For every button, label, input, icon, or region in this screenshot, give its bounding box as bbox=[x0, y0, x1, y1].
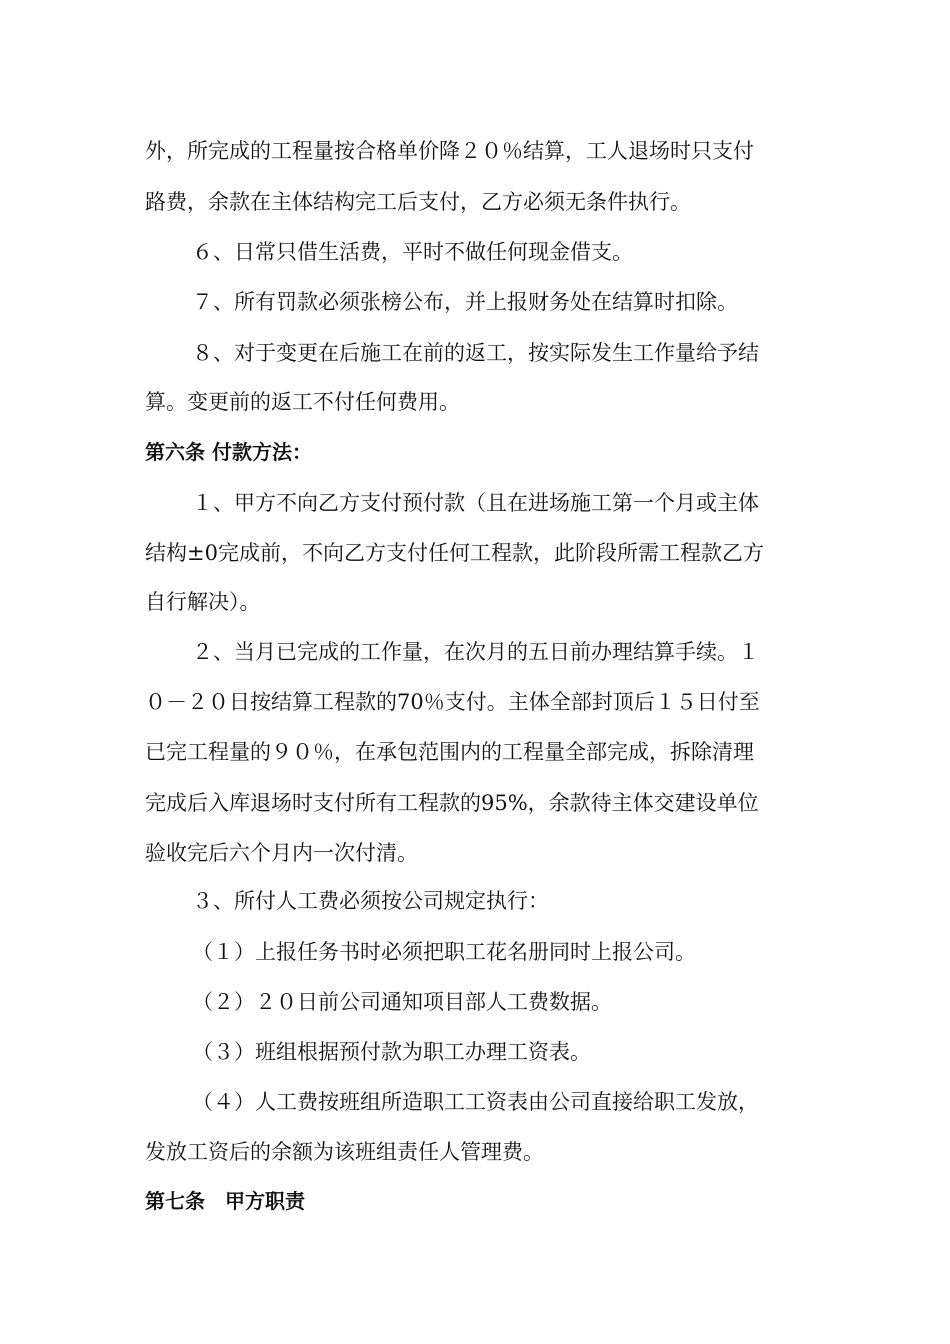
paragraph-line: 验收完后六个月内一次付清。 bbox=[145, 841, 418, 865]
paragraph-line: 自行解决）。 bbox=[145, 590, 261, 614]
section-heading-article-6: 第六条 付款方法： bbox=[145, 440, 312, 464]
payment-clause-2-line: ２、当月已完成的工作量，在次月的五日前办理结算手续。１ bbox=[192, 640, 759, 664]
paragraph-line: ０－２０日按结算工程款的70％支付。主体全部封顶后１５日付至 bbox=[145, 690, 760, 714]
payment-clause-3-line: ３、所付人工费必须按公司规定执行： bbox=[192, 889, 549, 913]
paragraph-line: 已完工程量的９０％，在承包范围内的工程量全部完成，拆除清理 bbox=[145, 740, 754, 764]
sub-item-3-line: （３）班组根据预付款为职工办理工资表。 bbox=[192, 1040, 591, 1064]
payment-clause-1-line: １、甲方不向乙方支付预付款（且在进场施工第一个月或主体 bbox=[192, 491, 759, 515]
clause-8-line: ８、对于变更在后施工在前的返工，按实际发生工作量给予结 bbox=[192, 341, 759, 365]
section-heading-article-7: 第七条 甲方职责 bbox=[145, 1189, 305, 1213]
paragraph-line: 外，所完成的工程量按合格单价降２０％结算，工人退场时只支付 bbox=[145, 139, 754, 163]
paragraph-line: 发放工资后的余额为该班组责任人管理费。 bbox=[145, 1140, 544, 1164]
sub-item-2-line: （２）２０日前公司通知项目部人工费数据。 bbox=[192, 990, 612, 1014]
clause-6-line: ６、日常只借生活费，平时不做任何现金借支。 bbox=[192, 240, 633, 264]
paragraph-line: 结构±0完成前，不向乙方支付任何工程款，此阶段所需工程款乙方 bbox=[145, 541, 764, 565]
paragraph-line: 完成后入库退场时支付所有工程款的95%，余款待主体交建设单位 bbox=[145, 791, 759, 815]
paragraph-line: 算。变更前的返工不付任何费用。 bbox=[145, 390, 460, 414]
sub-item-1-line: （１）上报任务书时必须把职工花名册同时上报公司。 bbox=[192, 940, 696, 964]
clause-7-line: ７、所有罚款必须张榜公布，并上报财务处在结算时扣除。 bbox=[192, 290, 738, 314]
sub-item-4-line: （４）人工费按班组所造职工工资表由公司直接给职工发放， bbox=[192, 1090, 759, 1114]
paragraph-line: 路费，余款在主体结构完工后支付，乙方必须无条件执行。 bbox=[145, 190, 691, 214]
